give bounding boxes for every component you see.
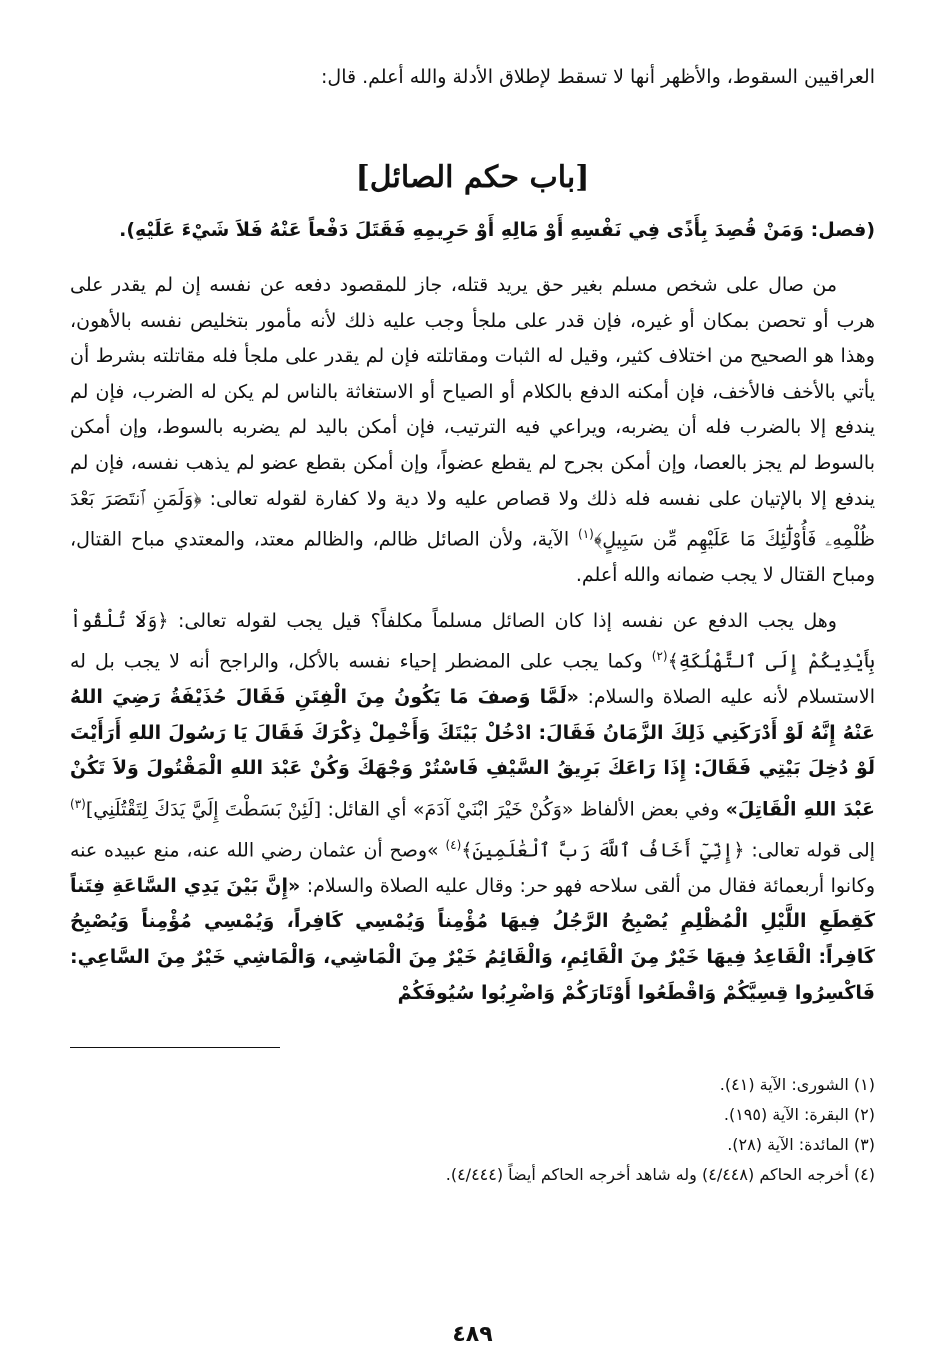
- footnote-ref-1[interactable]: (١): [578, 527, 594, 542]
- paragraph-2-text-d: إلى قوله تعالى:: [751, 839, 875, 862]
- quran-quote-3: [لَئِنْ بَسَطْتَ إِلَيَّ يَدَكَ لِتَقْتُلَنِي]: [85, 798, 322, 821]
- footnote-ref-3[interactable]: (٣): [70, 796, 86, 811]
- paragraph-2-text-b: وكما يجب على المضطر إحياء نفسه بالأكل، والراجح أنه لا يجب بل له الاستسلام لأنه عليه الصلاة والسلام:: [70, 650, 875, 709]
- footnote-ref-2[interactable]: (٢): [651, 649, 668, 664]
- quran-verse-1: ﴿وَلَمَنِ ٱنتَصَرَ بَعْدَ ظُلْمِهِۦ فَأُوْلَٰٓئِكَ مَا عَلَيْهِم مِّن سَبِيلٍ﴾: [70, 487, 875, 551]
- chapter-title: [باب حكم الصائل]: [355, 160, 590, 195]
- footnote-ref-4[interactable]: (٤): [445, 837, 462, 852]
- section-heading: (فصل: وَمَنْ قُصِدَ بِأَذًى فِي نَفْسِهِ أَوْ مَالِهِ أَوْ حَرِيمِهِ فَقَتَلَ دَفْعاً عَنْهُ فَلاَ شَيْءَ عَلَيْهِ).: [119, 219, 875, 241]
- paragraph-2: [70, 604, 875, 1012]
- paragraph-2-text-c: وفي بعض الألفاظ «وَكُنْ خَيْرَ ابْنَيْ آدَمَ» أي القائل:: [327, 798, 720, 821]
- paragraph-2-text-e: »وصح أن عثمان رضي الله عنه، منع عبيده عنه وكانوا أربعمائة فقال من ألقى سلاحه فهو حر: وقال عليه الصلاة والسلام:: [70, 839, 875, 897]
- footnote-2: (٢) البقرة: الآية (١٩٥).: [723, 1105, 875, 1125]
- paragraph-1: [70, 268, 875, 594]
- paragraph-1-text-b: الآية، ولأن الصائل ظالم، والظالم معتد، والمعتدي مباح القتال، ومباح القتال لا يجب ضمانه والله أعلم.: [70, 528, 875, 587]
- hadith-2: «إِنَّ بَيْنَ يَدِي السَّاعَةِ فِتَناً كَقِطَعِ اللَّيْلِ الْمُظْلِمِ يُصْبِحُ الرَّجُلُ فِيهَا مُؤْمِناً وَيُمْسِي كَافِراً، وَيُمْسِي مُؤْمِناً وَيُصْبِحُ كَافِراً: الْقَاعِدُ فِيهَا خَيْرٌ مِنَ الْقَائِمِ، وَالْقَائِمُ خَيْرٌ مِنَ الْمَاشِي، وَالْمَاشِي خَيْرٌ مِنَ السَّاعِي: فَاكْسِرُوا قِسِيَّكُمْ وَاقْطَعُوا أَوْتَارَكُمْ وَاضْرِبُوا سُيُوفَكُمْ: [70, 874, 875, 1004]
- page-number: ٤٨٩: [452, 1322, 493, 1347]
- footnote-4: (٤) أخرجه الحاكم (٤/٤٤٨) وله شاهد أخرجه الحاكم أيضاً (٤/٤٤٤).: [445, 1165, 875, 1185]
- quran-verse-3: ﴿إِنِّيٓ أَخَافُ ٱللَّهَ رَبَّ ٱلْعَٰلَمِينَ﴾: [461, 839, 745, 862]
- hadith-1: «لَمَّا وَصفَ مَا يَكُونُ مِنَ الْفِتَنِ فَقَالَ حُذَيْفَةُ رَضِيَ اللهُ عَنْهُ إِنَّهُ لَوْ أَدْرَكَنِي ذَلِكَ الزَّمَانُ فَقَالَ: ادْخُلْ بَيْتَكَ وَأَخْمِلْ ذِكْرَكَ فَقَالَ يَا رَسُولَ اللهِ أَرَأَيْتَ لَوْ دُخِلَ بَيْتِي فَقَالَ: إِذَا رَاعَكَ بَرِيقُ السَّيْفِ فَاسْتُرْ وَجْهَكَ وَكُنْ عَبْدَ اللهِ الْمَقْتُولَ وَلاَ تَكُنْ عَبْدَ اللهِ الْقَاتِلَ»: [70, 686, 875, 821]
- footnote-1: (١) الشورى: الآية (٤١).: [719, 1075, 875, 1095]
- footnote-3: (٣) المائدة: الآية (٢٨).: [727, 1135, 875, 1155]
- continued-line: العراقيين السقوط، والأظهر أنها لا تسقط لإطلاق الأدلة والله أعلم. قال:: [320, 66, 875, 88]
- quran-verse-2: ﴿وَلَا تُلْقُواْ بِأَيْدِيكُمْ إِلَى ٱلتَّهْلُكَةِ﴾: [70, 609, 875, 673]
- footnotes-list: [70, 1070, 875, 1190]
- paragraph-1-text-a: من صال على شخص مسلم بغير حق يريد قتله، جاز للمقصود دفعه عن نفسه إن لم يقدر على هرب أو تحصن بمكان أو غيره، فإن قدر على ملجأ وجب عليه ذلك لأنه مأمور بتخليص نفسه بالأهون، وهذا هو الصحيح من اختلاف كثير، وقيل له الثبات ومقاتلته فإن لم يقدر على ملجأ فله مقاتلته بشرط أن يأتي بالأخف فالأخف، فإن أمكنه الدفع بالكلام أو الصياح أو الاستغاثة بالناس لم يكن له الضرب، فإن لم يندفع إلا بالضرب فله أن يضربه، ويراعي فيه الترتيب، فإن أمكن باليد لم يضربه بالسوط، وإن أمكن بالسوط لم يجز بالعصا، وإن أمكن بجرح لم يقطع عضواً، وإن أمكن بقطع عضو لم يذهب نفسه، فإن لم يندفع إلا بالإتيان على نفسه فله ذلك ولا قصاص عليه ولا دية ولا كفارة لقوله تعالى:: [70, 274, 875, 510]
- footnote-divider: [70, 1047, 280, 1048]
- page-body: [70, 60, 875, 1190]
- paragraph-2-text-a: وهل يجب الدفع عن نفسه إذا كان الصائل مسلماً مكلفاً؟ قيل يجب لقوله تعالى:: [177, 609, 837, 632]
